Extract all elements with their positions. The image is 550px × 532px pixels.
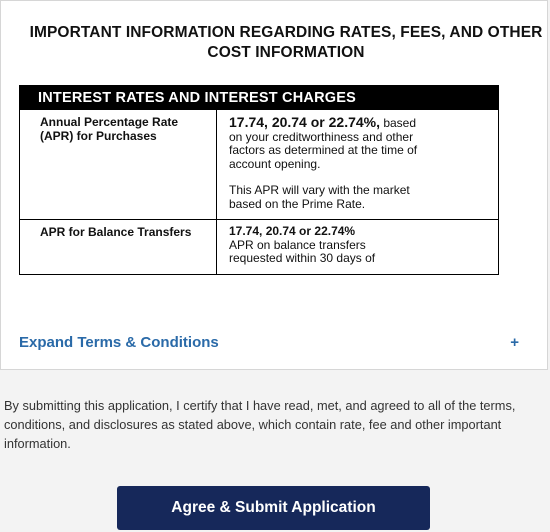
balance-transfer-description: APR on balance transfers requested within 30 days of [229,237,376,265]
expand-terms-label[interactable]: Expand Terms & Conditions [19,334,219,351]
row-value-purchase-apr [217,110,499,220]
plus-icon[interactable]: + [510,334,519,351]
purchase-apr-rates: 17.74, 20.74 or 22.74%, [229,114,380,130]
purchase-apr-description: based on your creditworthiness and other factors as determined at the time of account opening. [229,116,418,171]
table-row [20,110,499,220]
agree-submit-button[interactable]: Agree & Submit Application [117,486,430,530]
table-row [20,220,499,275]
purchase-apr-text [229,115,418,171]
row-value-balance-transfer-apr [217,220,499,275]
rates-table-scroll-area[interactable] [19,85,509,315]
disclosure-heading: IMPORTANT INFORMATION REGARDING RATES, FEES, AND OTHER COST INFORMATION [29,24,543,61]
row-label-purchase-apr: Annual Percentage Rate (APR) for Purchases [20,110,217,220]
row-label-balance-transfer-apr: APR for Balance Transfers [20,220,217,275]
balance-transfer-rates: 17.74, 20.74 or 22.74% [229,224,356,238]
balance-transfer-text [229,225,418,266]
expand-terms-toggle[interactable] [1,315,547,370]
rates-table [19,85,499,275]
purchase-apr-note: This APR will vary with the market based on the Prime Rate. [229,183,410,211]
certification-text: By submitting this application, I certify that I have read, met, and agreed to all of the terms, conditions, and disclosures as stated above, which contain rate, fee and other important information. [4,398,516,451]
table-header: INTEREST RATES AND INTEREST CHARGES [20,86,499,110]
